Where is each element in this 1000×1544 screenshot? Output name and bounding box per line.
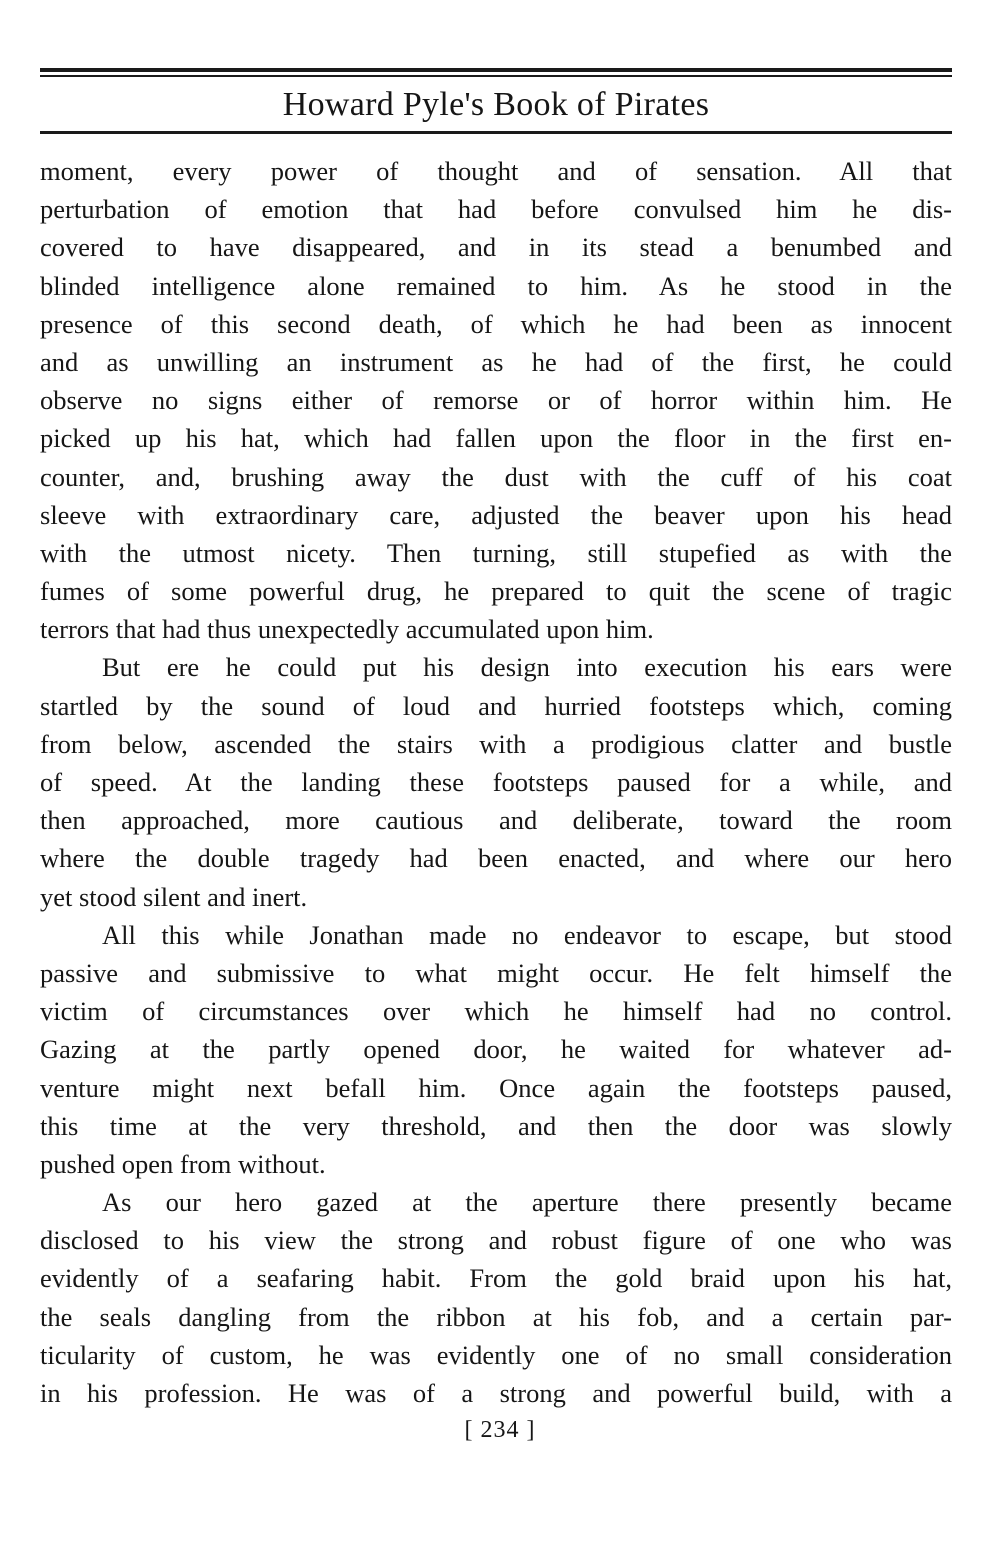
body-text: [40, 152, 952, 1412]
paragraph-first-line: But ere he could put his design into execution his ears were: [102, 652, 952, 683]
paragraph-first-line: All this while Jonathan made no endeavor to escape, but stood: [102, 919, 952, 950]
header-double-rule-top: [40, 68, 952, 72]
text-line: Gazing at the partly opened door, he waited for whatever ad-: [40, 1034, 952, 1065]
text-line: picked up his hat, which had fallen upon the floor in the first en-: [40, 423, 952, 454]
text-line: perturbation of emotion that had before convulsed him he dis-: [40, 194, 952, 225]
paragraph-first-line: As our hero gazed at the aperture there presently became: [102, 1187, 952, 1218]
text-line: and as unwilling an instrument as he had of the first, he could: [40, 346, 952, 377]
text-line: moment, every power of thought and of sensation. All that: [40, 156, 952, 186]
text-line: of speed. At the landing these footsteps paused for a while, and: [40, 767, 952, 797]
text-line: victim of circumstances over which he himself had no control.: [40, 996, 952, 1027]
text-line: terrors that had thus unexpectedly accumulated upon him.: [40, 614, 654, 645]
text-line: counter, and, brushing away the dust with the cuff of his coat: [40, 461, 952, 492]
text-line: evidently of a seafaring habit. From the gold braid upon his hat,: [40, 1263, 952, 1294]
text-line: venture might next befall him. Once again the footsteps paused,: [40, 1072, 952, 1103]
text-line: startled by the sound of loud and hurried footsteps which, coming: [40, 690, 952, 721]
text-line: sleeve with extraordinary care, adjusted the beaver upon his head: [40, 499, 952, 530]
text-line: pushed open from without.: [40, 1148, 326, 1179]
text-line: where the double tragedy had been enacted, and where our hero: [40, 843, 952, 874]
text-line: blinded intelligence alone remained to him. As he stood in the: [40, 270, 952, 301]
text-line: observe no signs either of remorse or of horror within him. He: [40, 385, 952, 416]
text-line: ticularity of custom, he was evidently one of no small consideration: [40, 1339, 952, 1370]
text-line: with the utmost nicety. Then turning, still stupefied as with the: [40, 537, 952, 568]
text-line: disclosed to his view the strong and robust figure of one who was: [40, 1225, 952, 1256]
text-line: passive and submissive to what might occur. He felt himself the: [40, 957, 952, 988]
header-double-rule-bottom: [40, 75, 952, 77]
text-line: the seals dangling from the ribbon at his fob, and a certain par-: [40, 1301, 952, 1332]
text-line: fumes of some powerful drug, he prepared to quit the scene of tragic: [40, 576, 952, 607]
text-line: from below, ascended the stairs with a prodigious clatter and bustle: [40, 728, 952, 759]
text-line: in his profession. He was of a strong and powerful build, with a: [40, 1378, 952, 1408]
text-line: this time at the very threshold, and then the door was slowly: [40, 1110, 952, 1141]
header-underline-rule: [40, 131, 952, 134]
text-line: covered to have disappeared, and in its stead a benumbed and: [40, 232, 952, 263]
text-line: yet stood silent and inert.: [40, 881, 308, 912]
text-line: then approached, more cautious and deliberate, toward the room: [40, 805, 952, 836]
running-title: Howard Pyle's Book of Pirates: [282, 86, 710, 123]
page-number: [ 234 ]: [464, 1417, 536, 1443]
text-line: presence of this second death, of which he had been as innocent: [40, 308, 952, 339]
